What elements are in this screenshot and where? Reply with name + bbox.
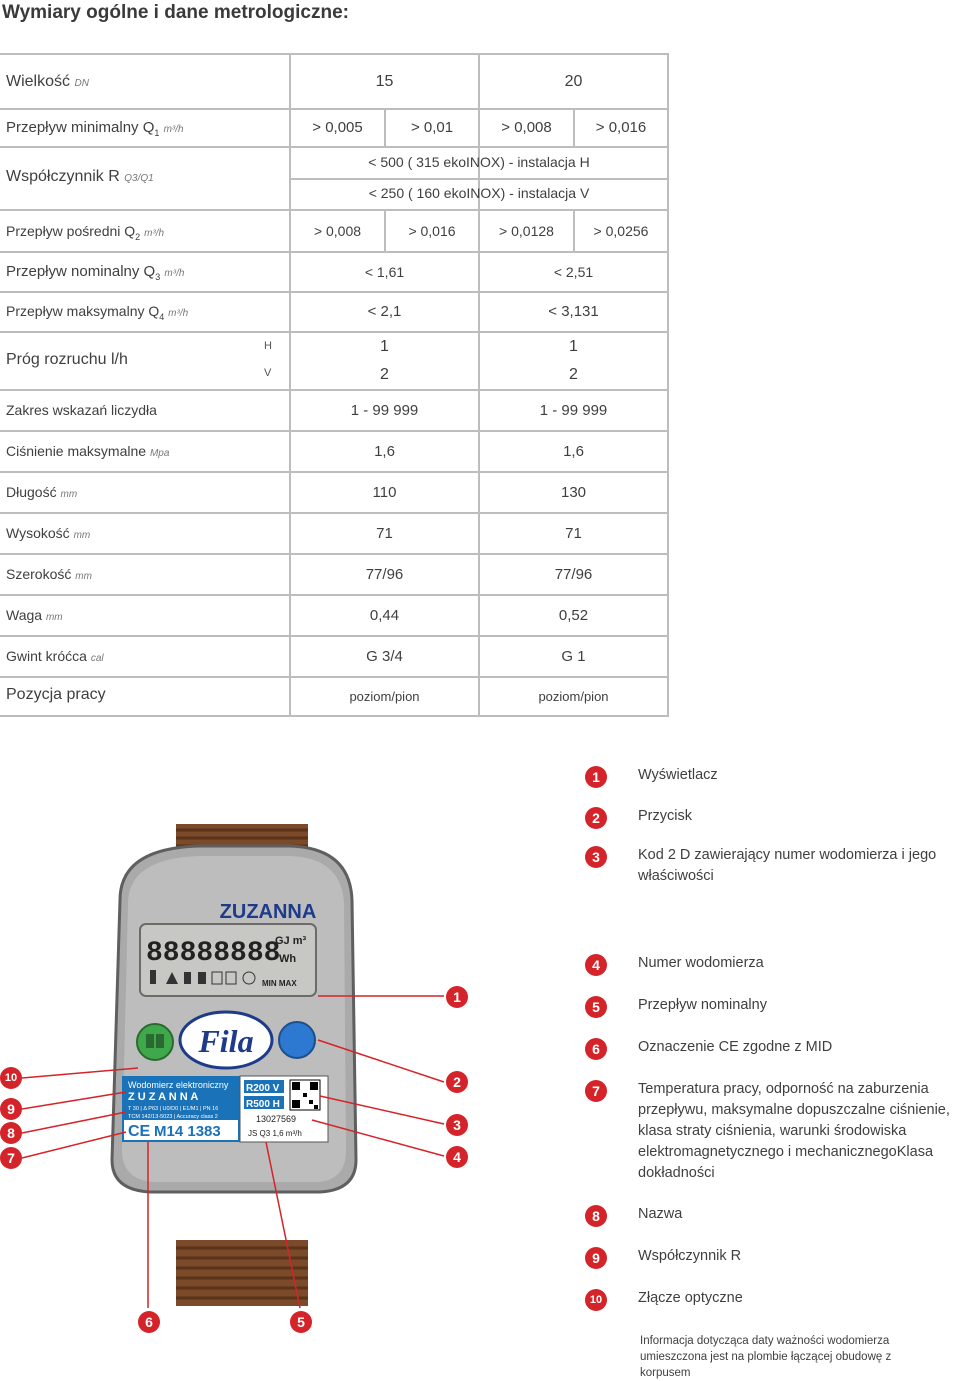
size-value: 20	[564, 73, 583, 90]
legend-badge: 2	[585, 807, 607, 829]
callout-3: 3	[446, 1114, 468, 1136]
legend-badge: 7	[585, 1080, 607, 1102]
table-row	[0, 293, 669, 333]
callout-2: 2	[446, 1071, 468, 1093]
legend-badge: 6	[585, 1038, 607, 1060]
r-divider	[291, 178, 667, 180]
plate-title: Wodomierz elektroniczny	[128, 1080, 229, 1090]
table-row	[0, 596, 669, 637]
thread-value: G 1	[561, 648, 586, 665]
plate-mid: M14 1383	[154, 1123, 221, 1140]
legend-item	[585, 954, 764, 976]
qr-code	[290, 1080, 320, 1110]
lcd-units-top: GJ m³	[275, 935, 307, 947]
q2-value: > 0,008	[313, 223, 362, 239]
height-value: 71	[376, 525, 393, 542]
thread-label: Gwint króćca cal	[6, 648, 104, 664]
table-row	[0, 678, 669, 717]
legend-item	[585, 1038, 832, 1060]
q1-value: > 0,008	[501, 119, 552, 136]
plate-line2: TCM 142/13-5023 | Accuracy class 2	[128, 1114, 218, 1120]
legend-text: Numer wodomierza	[638, 955, 764, 971]
legend-item	[585, 1205, 682, 1227]
lcd-minmax: MIN MAX	[262, 979, 297, 988]
q2-label: Przepływ pośredni $Q_2$ m³/h	[6, 223, 165, 242]
legend-item	[585, 1289, 743, 1311]
legend-item	[585, 766, 718, 788]
legend-text: Temperatura pracy, odporność na zaburzenia przepływu, maksymalne dopuszczalne ciśnienie, klasa straty ciśnienia, warunki środowiska elektromagnetycznego i mechanicznegoKlasa dokładności	[638, 1081, 950, 1181]
weight-label: Waga mm	[6, 607, 63, 623]
legend-text: Przepływ nominalny	[638, 997, 767, 1013]
legend-item	[585, 846, 938, 887]
r-value: < 250 ( 160 ekoINOX) - instalacja V	[368, 185, 590, 201]
q4-value: < 3,131	[548, 303, 599, 320]
plate-name: Z U Z A N N A	[128, 1091, 199, 1103]
plate-r500: R500 H	[246, 1099, 280, 1110]
q1-value: > 0,016	[595, 119, 647, 136]
pressure-value: 1,6	[374, 443, 395, 460]
table-row	[0, 148, 669, 211]
table-row	[0, 514, 669, 555]
start-label: Próg rozruchu l/h	[6, 351, 128, 368]
plate-serial: 13027569	[256, 1114, 297, 1124]
table-row	[0, 637, 669, 678]
fila-logo-text: Fila	[198, 1023, 254, 1059]
length-value: 130	[560, 484, 587, 501]
position-value: poziom/pion	[538, 689, 609, 704]
q3-value: < 1,61	[364, 264, 405, 280]
legend-badge: 5	[585, 996, 607, 1018]
callout-7: 7	[0, 1147, 22, 1169]
q2-value: > 0,0256	[593, 223, 649, 239]
legend-text: Wyświetlacz	[638, 767, 718, 783]
start-value: 2	[569, 366, 578, 383]
legend-badge: 9	[585, 1247, 607, 1269]
legend-badge: 8	[585, 1205, 607, 1227]
start-h: H	[264, 340, 272, 352]
width-label: Szerokość mm	[6, 566, 92, 582]
weight-value: 0,52	[558, 607, 589, 624]
table-row	[0, 432, 669, 473]
table-row	[0, 391, 669, 432]
r-value: < 500 ( 315 ekoINOX) - instalacja H	[368, 154, 590, 170]
page-title: Wymiary ogólne i dane metrologiczne:	[2, 2, 349, 23]
legend-item	[585, 1080, 960, 1184]
legend-badge: 4	[585, 954, 607, 976]
size-value: 15	[375, 73, 394, 90]
start-value: 1	[380, 338, 389, 355]
q1-value: > 0,005	[312, 119, 363, 136]
lcd-digits: 88888888	[146, 938, 281, 969]
callout-1: 1	[446, 986, 468, 1008]
q2-value: > 0,016	[408, 223, 456, 239]
legend-text: Nazwa	[638, 1206, 683, 1222]
height-label: Wysokość mm	[6, 525, 91, 541]
pressure-label: Ciśnienie maksymalne Mpa	[6, 443, 170, 459]
legend-item	[585, 1247, 741, 1269]
lcd-units-bottom: Wh	[279, 953, 297, 965]
plate-line1: T 30 | Δ P63 | U0/D0 | E1/M1 | PN 16	[128, 1106, 219, 1112]
callout-6: 6	[138, 1311, 160, 1333]
height-value: 71	[565, 525, 582, 542]
footnote: Informacja dotycząca daty ważności wodomierza umieszczona jest na plombie łączącej obudowę z korpusem	[640, 1335, 892, 1379]
start-v: V	[264, 367, 272, 379]
r-label: Współczynnik R Q3/Q1	[6, 168, 154, 185]
pressure-value: 1,6	[563, 443, 584, 460]
callout-9: 9	[0, 1098, 22, 1120]
table-row	[0, 473, 669, 514]
width-value: 77/96	[554, 566, 593, 583]
start-value: 1	[569, 338, 578, 355]
range-label: Zakres wskazań liczydła	[6, 402, 157, 418]
callout-4: 4	[446, 1146, 468, 1168]
q2-value: > 0,0128	[499, 223, 554, 239]
start-value: 2	[380, 366, 389, 383]
table-row	[0, 211, 669, 253]
ce-mark: CE	[128, 1123, 151, 1140]
width-value: 77/96	[365, 566, 404, 583]
legend-badge: 10	[585, 1289, 607, 1311]
length-label: Długość mm	[6, 484, 78, 500]
optical-port	[137, 1024, 173, 1060]
legend-text: Kod 2 D zawierający numer wodomierza i jego właściwości	[638, 847, 937, 884]
legend-text: Współczynnik R	[638, 1248, 742, 1264]
legend-text: Złącze optyczne	[638, 1290, 743, 1306]
meter-illustration	[0, 800, 580, 1360]
callout-5: 5	[290, 1311, 312, 1333]
position-label: Pozycja pracy	[6, 686, 106, 703]
table-row	[0, 53, 669, 110]
q4-value: < 2,1	[367, 303, 402, 320]
table-row	[0, 108, 669, 148]
legend-item	[585, 807, 692, 829]
q1-value: > 0,01	[410, 119, 454, 136]
meter-brand: ZUZANNA	[219, 901, 317, 923]
range-value: 1 - 99 999	[539, 402, 608, 419]
legend-text: Oznaczenie CE zgodne z MID	[638, 1039, 833, 1055]
table-row	[0, 333, 669, 391]
callout-10: 10	[0, 1067, 22, 1089]
plate-r200: R200 V	[246, 1083, 280, 1094]
legend-badge: 1	[585, 766, 607, 788]
position-value: poziom/pion	[349, 689, 420, 704]
range-value: 1 - 99 999	[350, 402, 419, 419]
weight-value: 0,44	[369, 607, 400, 624]
table-row	[0, 555, 669, 596]
length-value: 110	[372, 484, 397, 501]
push-button[interactable]	[279, 1022, 315, 1058]
q3-value: < 2,51	[553, 264, 594, 280]
size-label: Wielkość DN	[6, 73, 89, 90]
plate-flow: JS Q3 1,6 m³/h	[248, 1129, 302, 1138]
thread-value: G 3/4	[366, 648, 403, 665]
q1-label: Przepływ minimalny $Q_1$ m³/h	[6, 119, 184, 138]
callout-8: 8	[0, 1122, 22, 1144]
legend-badge: 3	[585, 846, 607, 868]
q4-label: Przepływ maksymalny $Q_4$ m³/h	[6, 303, 189, 322]
legend-item	[585, 996, 767, 1018]
q3-label: Przepływ nominalny $Q_3$ m³/h	[6, 263, 185, 282]
table-row	[0, 253, 669, 293]
legend-text: Przycisk	[638, 808, 692, 824]
